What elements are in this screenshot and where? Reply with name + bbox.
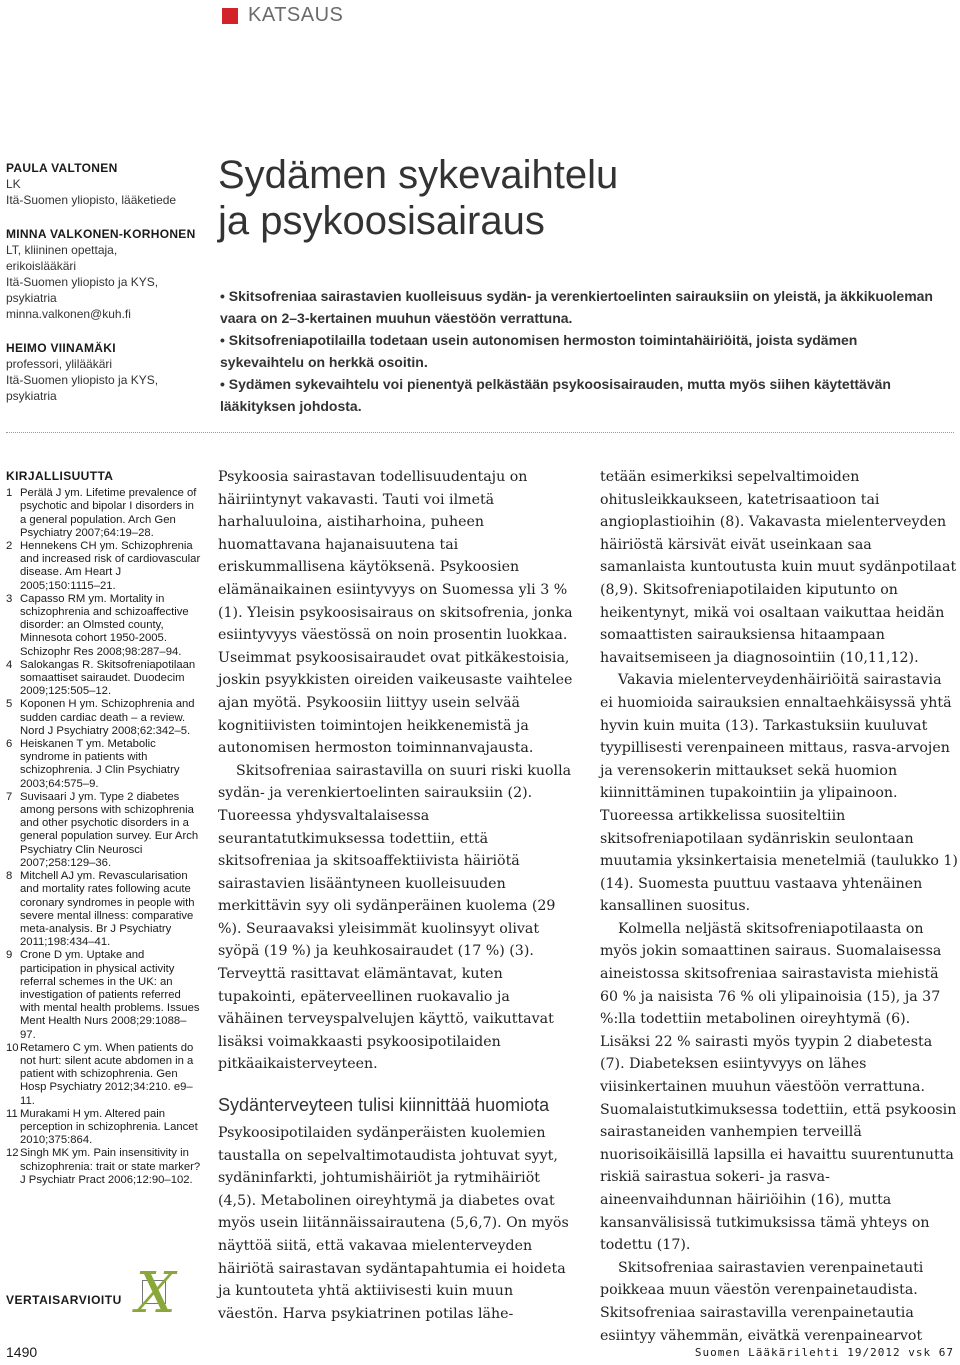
references	[6, 470, 202, 1187]
body-paragraph: Skitsofreniaa sairastavilla on suuri riski kuolla sydän- ja verenkiertoelinten sairauksiin (2). Tuoreessa yhdysvaltalaisessa seurantatutkimuksessa todettiin, että skitsofreniaa ja skitsoaffektiivista häiriötä sairastavien lisääntyneen kuolleisuuden merkittävin syy oli sydänperäinen kuolema (29 %). Seuraavaksi yleisimmät kuolinsyyt olivat syöpä (19 %) ja keuhkosairaudet (17 %) (3). Terveyttä rasittavat elämäntavat, kuten tupakointi, epäterveellinen ruokavalio ja vähäinen terveyspalvelujen käyttö, vaikuttavat lisäksi voimakkaasti psykoosipotilaiden pitkäaikaisterveyteen.	[218, 762, 572, 1073]
section-label: KATSAUS	[248, 4, 344, 26]
key-point: • Skitsofreniaa sairastavien kuolleisuus sydän- ja verenkiertoelinten sairauksiin on yleistä, ja äkkikuoleman vaara on 2–3-kertainen muuhun väestöön verrattuna.	[220, 285, 945, 329]
reference-text: Perälä J ym. Lifetime prevalence of psychotic and bipolar I disorders in a general population. Arch Gen Psychiatry 2007;64:19–28.	[20, 487, 197, 539]
reference-number: 5	[6, 698, 13, 711]
author-name: MINNA VALKONEN-KORHONEN	[6, 227, 196, 241]
reference-text: Suvisaari J ym. Type 2 diabetes among persons with schizophrenia and other psychotic disorders in a general population survey. Eur Arch Psychiatry Clin Neurosci 2007;258:129–36.	[20, 790, 199, 869]
reference-item	[6, 540, 202, 593]
author-name: HEIMO VIINAMÄKI	[6, 341, 116, 355]
reference-text: Murakami H ym. Altered pain perception in schizophrenia. Lancet 2010;375:864.	[20, 1107, 198, 1147]
reference-item	[6, 487, 202, 540]
reference-text: Singh MK ym. Pain insensitivity in schizophrenia: trait or state marker? J Psychiatr Pract 2006;12:90–102.	[20, 1147, 201, 1186]
body-paragraph: Psykoosia sairastavan todellisuudentaju on häiriintynyt vakavasti. Tauti voi ilmetä harhaluuloina, aistiharhoina, puheen huomattavana hajanaisuutena tai eriskummallisena käytöksenä. Psykoosien elämänaikainen esiintyvyys on Suomessa yli 3 % (1). Yleisin psykoosisairaus on skitsofrenia, jonka esiintyvyys väestössä on noin prosentin luokkaa. Useimmat psykoosisairaudet ovat pitkäkestoisia, joskin psyykkisten oireiden vaikeusaste vaihtelee ajan myötä. Psykoosiin liittyy usein selvää kognitiivisten toimintojen heikkenemistä ja autonomisen hermoston toiminnanvajausta.	[218, 469, 573, 757]
author-email[interactable]: minna.valkonen@kuh.fi	[6, 307, 131, 321]
reference-number: 3	[6, 592, 13, 605]
reference-text: Heiskanen T ym. Metabolic syndrome in patients with schizophrenia. J Clin Psychiatry 2003;64:575–9.	[20, 738, 180, 790]
author-detail: psykiatria	[6, 291, 57, 305]
reference-number: 9	[6, 949, 13, 962]
title-line-1: Sydämen sykevaihtelu	[218, 153, 619, 197]
author-name: PAULA VALTONEN	[6, 161, 118, 175]
author-detail: Itä-Suomen yliopisto ja KYS,	[6, 275, 159, 289]
reference-item	[6, 949, 202, 1041]
author-block	[6, 160, 206, 208]
body-column-left	[218, 466, 576, 1325]
body-paragraph: Kolmella neljästä skitsofreniapotilaasta on myös jokin somaattinen sairaus. Suomalaisessa aineistossa skitsofreniaa sairastavista miehistä 60 % ja naisista 76 % oli ylipainoisia (15), ja 37 %:lla todettiin metabolinen oireyhtymä (6). Lisäksi 22 % sairasti myös tyypin 2 diabetesta (7). Diabeteksen esiintyvyys on lähes viisinkertainen muuhun väestöön verrattuna. Suomalaistutkimuksessa todettiin, että psykoosin sairastaneiden vanhempien terveillä nuorisoikäisillä lapsilla ei havaittu suurentunutta riskiä sairastua sokeri- ja rasva-aineenvaihdunnan häiriöihin (16), mutta kansanvälisissä tutkimuksissa tämä yhteys on todettu (17).	[600, 920, 957, 1254]
reference-number: 8	[6, 870, 13, 883]
reference-item	[6, 1042, 202, 1108]
article-title	[218, 152, 938, 244]
author-detail: LK	[6, 177, 21, 191]
reference-number: 1	[6, 487, 13, 500]
reference-number: 7	[6, 790, 13, 803]
peer-review-badge	[6, 1261, 176, 1330]
body-paragraph: Vakavia mielenterveydenhäiriöitä sairastavia ei huomioida sairauksien ennaltaehkäisyssä yhtä hyvin kuin muita (13). Tarkastuksiin kuuluvat tyypillisesti verenpaineen mittaus, rasva-arvojen ja verensokerin mittaukset sekä huomion kiinnittäminen tupakointiin ja ylipainoon. Tuoreessa artikkelissa suositeltiin skitsofreniapotilaan sydänriskin seulontaan muutamia yksinkertaisia menetelmiä (taulukko 1) (14). Suomesta puuttuu vastaava yhtenäinen kansallinen suositus.	[600, 672, 958, 915]
reference-item	[6, 659, 202, 699]
author-detail: Itä-Suomen yliopisto ja KYS,	[6, 373, 159, 387]
reference-item	[6, 738, 202, 791]
body-paragraph: Psykoosipotilaiden sydänperäisten kuolemien taustalla on sepelvaltimotaudista johtuvat syyt, sydäninfarkti, johtumishäiriöt ja rytmihäiriöt (4,5). Metabolinen oireyhtymä ja diabetes ovat myös usein liitännäissairautena (5,6,7). On myös näyttöä siitä, että vakavaa mielenterveyden häiriötä sairastavan sydäntapahtumia ei hoideta ja kuntouteta yhtä aktiivisesti kuin muun väestön. Harva psykiatrinen potilas lähe-	[218, 1125, 569, 1322]
reference-item	[6, 1108, 202, 1148]
reference-item	[6, 593, 202, 659]
references-title: KIRJALLISUUTTA	[6, 469, 114, 483]
section-tag	[222, 4, 343, 27]
reference-item	[6, 870, 202, 949]
journal-footer: Suomen Lääkärilehti 19/2012 vsk 67	[694, 1346, 954, 1359]
reference-number: 11	[6, 1107, 18, 1120]
section-square-icon	[222, 8, 238, 24]
reference-text: Mitchell AJ ym. Revascularisation and mortality rates following acute coronary syndromes in people with severe mental illness: comparative meta-analysis. Br J Psychiatry 2011;198:434–41.	[20, 870, 195, 949]
reference-number: 6	[6, 738, 13, 751]
reference-item	[6, 791, 202, 870]
reference-number: 10	[6, 1041, 19, 1054]
body-paragraph: Skitsofreniaa sairastavien verenpainetauti poikkeaa muun väestön verenpainetaudista. Skitsofreniaa sairastavilla verenpainetautia esiintyy vähemmän, eivätkä verenpainearvot	[600, 1259, 924, 1344]
reference-text: Hennekens CH ym. Schizophrenia and increased risk of cardiovascular disease. Am Heart J 2005;150:1115–21.	[20, 540, 201, 592]
author-detail: psykiatria	[6, 389, 57, 403]
reference-item	[6, 1147, 202, 1187]
peer-review-label: VERTAISARVIOITU	[6, 1293, 122, 1307]
author-detail: professori, ylilääkäri	[6, 357, 113, 371]
author-block	[6, 226, 206, 322]
title-line-2: ja psykoosisairaus	[218, 199, 545, 243]
divider	[6, 432, 954, 433]
author-list	[6, 160, 206, 422]
key-point: • Sydämen sykevaihtelu voi pienentyä pelkästään psykoosisairauden, mutta myös siihen käytettävän lääkityksen johdosta.	[220, 373, 945, 417]
author-detail: erikoislääkäri	[6, 259, 77, 273]
reference-number: 4	[6, 658, 13, 671]
reference-number: 2	[6, 540, 13, 553]
body-paragraph: tetään esimerkiksi sepelvaltimoiden ohitusleikkaukseen, katetrisaatioon tai angioplastioihin (8). Vakavasta mielenterveyden häiriöstä kärsivät eivät useinkaan saa samanlaista kuntoutusta kuin muut sydänpotilaat (8,9). Skitsofreniapotilaiden kiputunto on heikentynyt, mikä voi osaltaan vaikuttaa heidän somaattisten sairauksiensa hitaampaan havaitsemiseen ja diagnosointiin (10,11,12).	[600, 469, 957, 666]
author-block	[6, 340, 206, 404]
body-column-right	[600, 466, 958, 1347]
reference-text: Koponen H ym. Schizophrenia and sudden cardiac death – a review. Nord J Psychiatry 2008;62:342–5.	[20, 698, 195, 737]
reference-text: Retamero C ym. When patients do not hurt: silent acute abdomen in a patient with schizophrenia. Gen Hosp Psychiatry 2012;34:210. e9–11.	[20, 1041, 194, 1107]
reference-number: 12	[6, 1147, 19, 1160]
author-detail: Itä-Suomen yliopisto, lääketiede	[6, 193, 177, 207]
peer-review-check-icon	[134, 1261, 176, 1330]
key-point: • Skitsofreniapotilailla todetaan usein autonomisen hermoston toimintahäiriöitä, joista sydämen sykevaihtelu on herkkä osoitin.	[220, 329, 945, 373]
reference-text: Crone D ym. Uptake and participation in physical activity referral schemes in the UK: an investigation of patients referred with mental health problems. Issues Ment Health Nurs 2008;29:1088–97.	[20, 949, 200, 1041]
author-detail: LT, kliininen opettaja,	[6, 243, 118, 257]
reference-text: Capasso RM ym. Mortality in schizophrenia and schizoaffective disorder: an Olmsted county, Minnesota cohort 1950-2005. Schizophr Res 2008;98:287–94.	[20, 592, 189, 658]
subheading: Sydänterveyteen tulisi kiinnittää huomiota	[218, 1095, 550, 1116]
peer-review-mark: X	[135, 1261, 176, 1326]
key-points	[220, 285, 945, 417]
reference-text: Salokangas R. Skitsofreniapotilaan somaattiset sairaudet. Duodecim 2009;125:505–12.	[20, 658, 196, 698]
reference-item	[6, 698, 202, 738]
page-number: 1490	[6, 1344, 38, 1360]
